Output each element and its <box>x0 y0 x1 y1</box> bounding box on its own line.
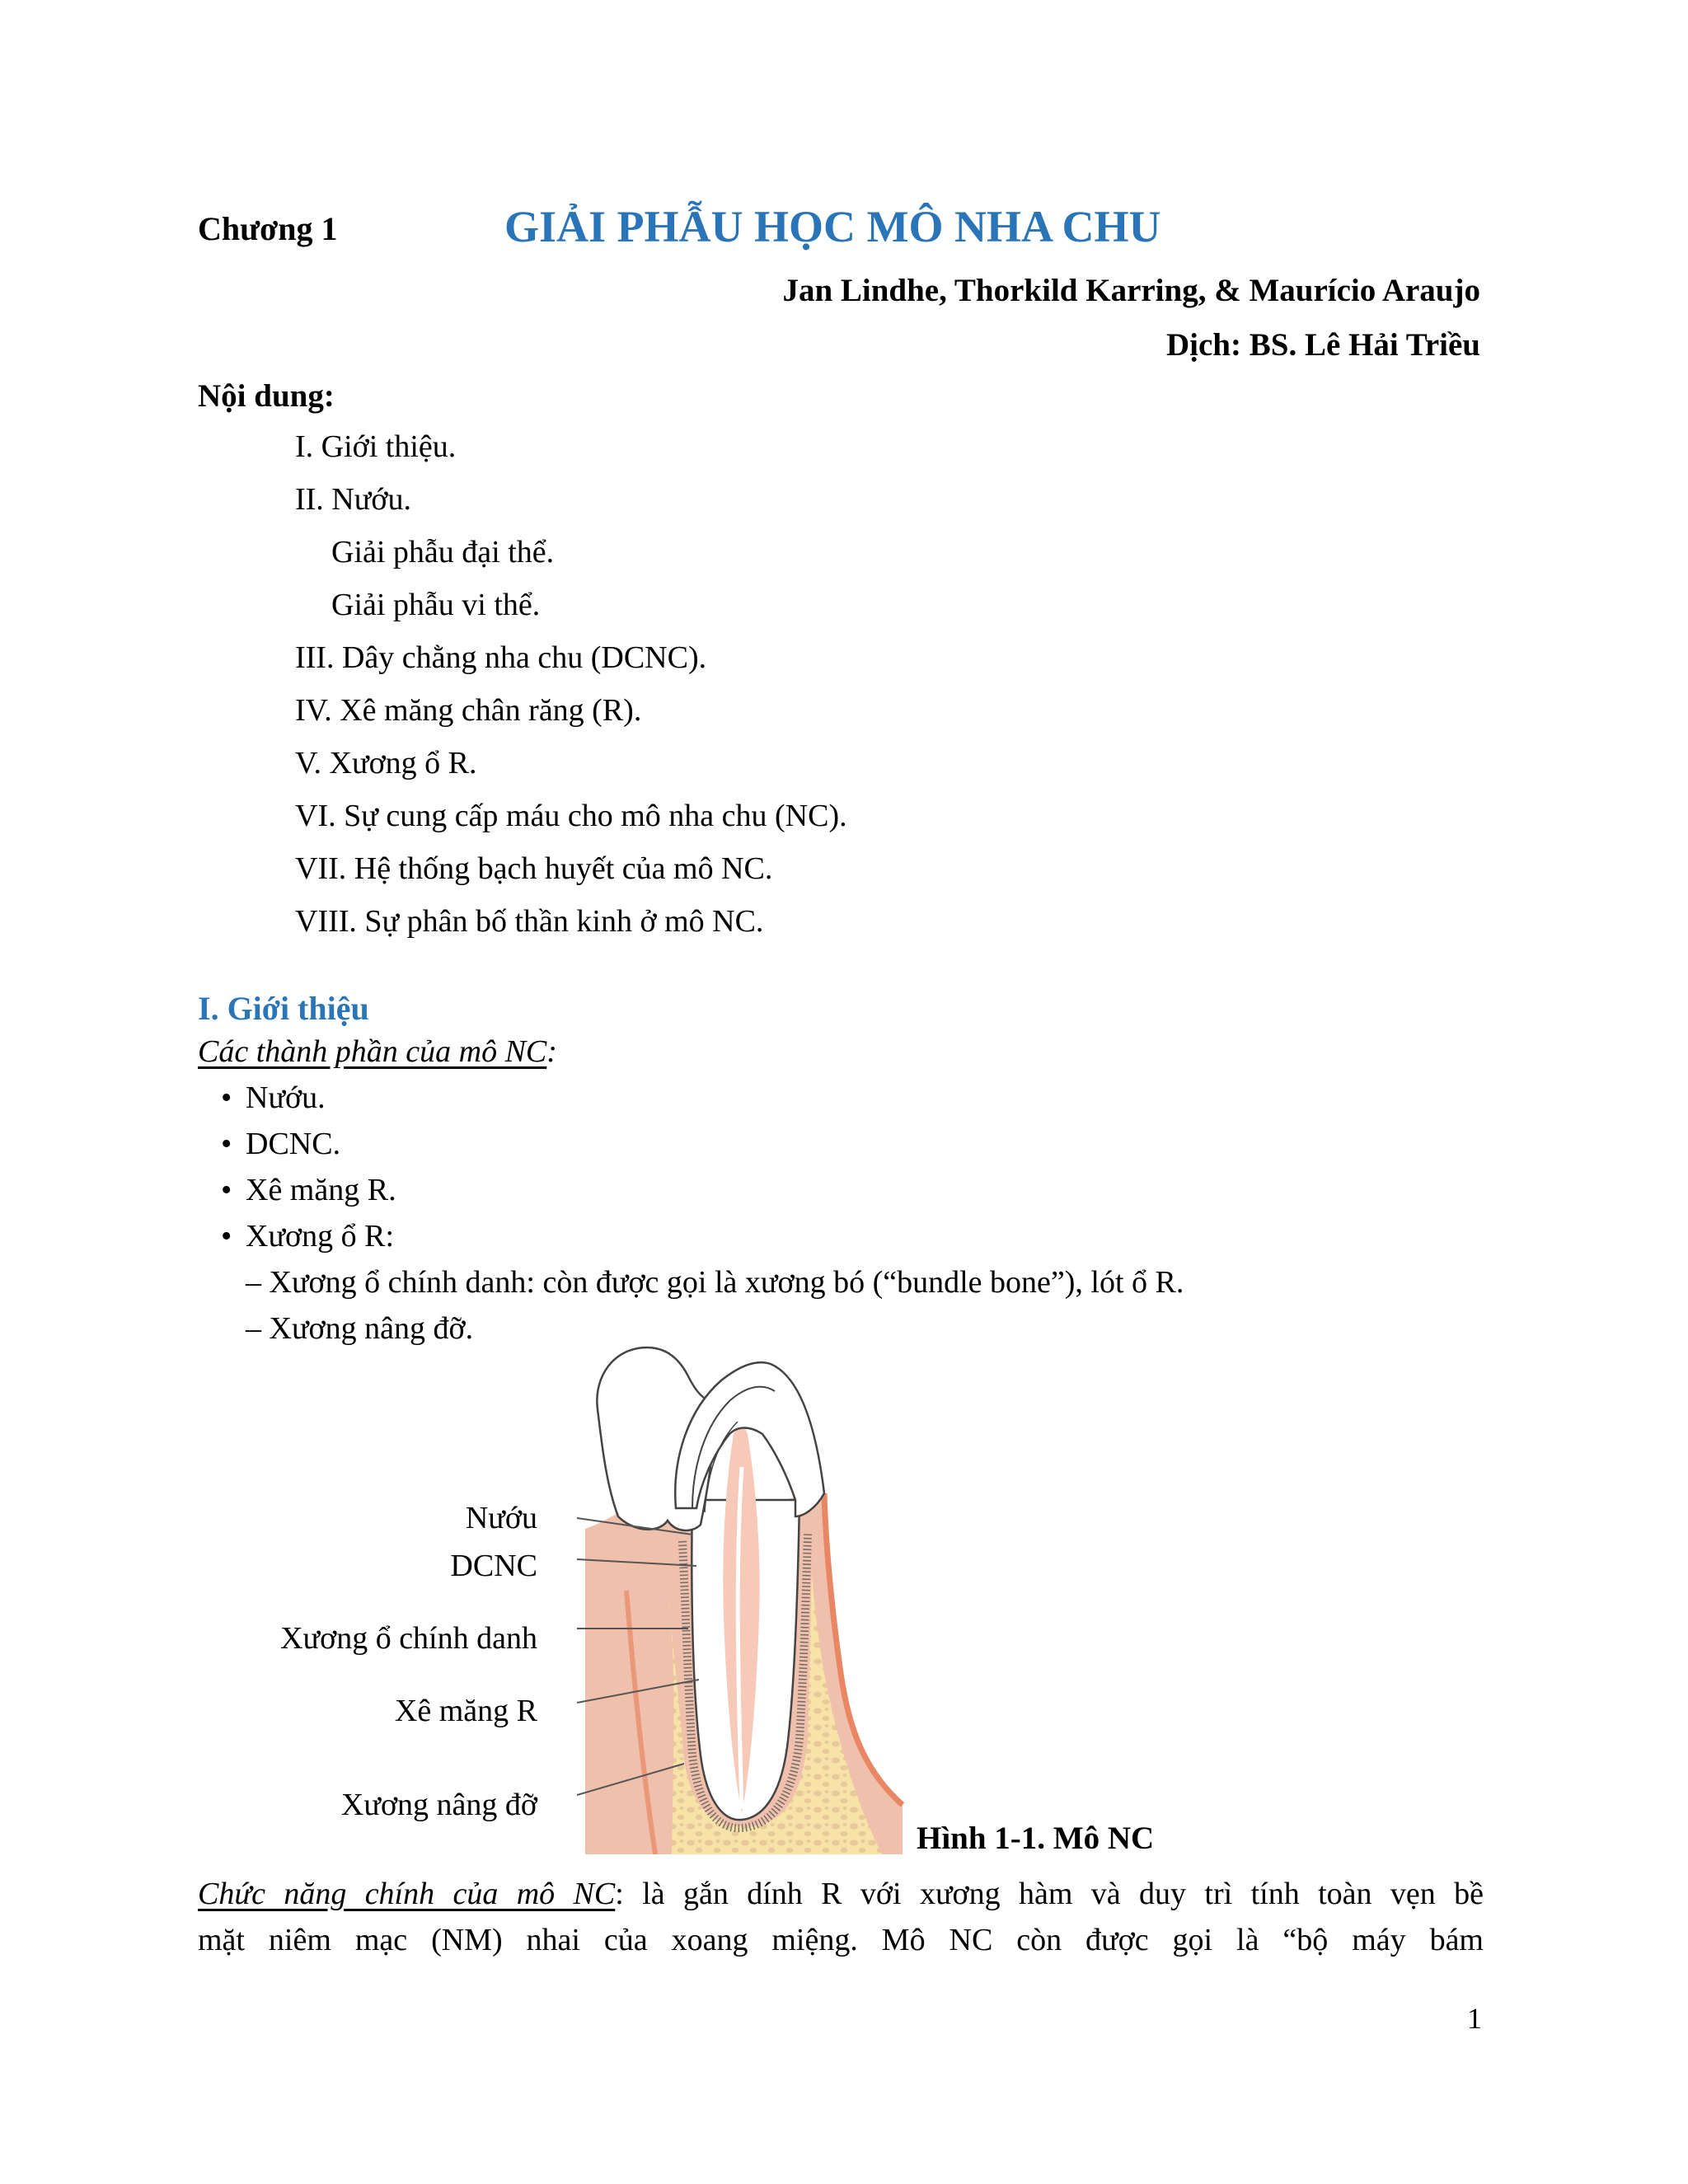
dash-icon: – <box>246 1265 270 1300</box>
toc-subitem: Giải phẫu đại thể. <box>331 535 555 569</box>
toc-item: V. Xương ổ R. <box>295 746 477 780</box>
dash-item <box>246 1264 1184 1301</box>
figure-label-nuou: Nướu <box>465 1501 537 1535</box>
bullet-icon: • <box>221 1127 232 1161</box>
components-label: Các thành phần của mô NC <box>198 1034 547 1069</box>
chapter-label: Chương 1 <box>198 210 338 247</box>
dash-text: Xương nâng đỡ. <box>269 1311 474 1346</box>
bullet-text: Xương ổ R: <box>246 1219 395 1254</box>
bullet-icon: • <box>221 1219 232 1254</box>
bullet-icon: • <box>221 1080 232 1115</box>
dash-text: Xương ổ chính danh: còn được gọi là xương bó (“bundle bone”), lót ổ R. <box>269 1265 1184 1300</box>
figure-caption: Hình 1-1. Mô NC <box>917 1821 1155 1856</box>
toc-heading: Nội dung: <box>198 378 335 414</box>
bullet-text: Xê măng R. <box>246 1173 396 1207</box>
toc-subitem: Giải phẫu vi thể. <box>331 588 541 622</box>
periodontium-illustration <box>577 1343 907 1854</box>
bullet-item <box>221 1126 340 1162</box>
dash-icon: – <box>246 1311 270 1346</box>
bullet-item <box>221 1172 396 1208</box>
figure-label-xuong-o-chinh-danh: Xương ổ chính danh <box>280 1621 537 1656</box>
toc-item: III. Dây chằng nha chu (DCNC). <box>295 640 707 675</box>
figure-label-xuong-nang-do: Xương nâng đỡ <box>340 1788 537 1822</box>
components-colon: : <box>546 1034 557 1069</box>
toc-item: VII. Hệ thống bạch huyết của mô NC. <box>295 851 773 886</box>
chapter-title: GIẢI PHẪU HỌC MÔ NHA CHU <box>504 202 1161 251</box>
page-number: 1 <box>1467 2002 1482 2035</box>
paragraph-line-2: mặt niêm mạc (NM) nhai của xoang miệng. Mô NC còn được gọi là “bộ máy bám <box>198 1923 1484 1957</box>
bullet-item <box>221 1080 326 1116</box>
figure-label-xe-mang: Xê măng R <box>394 1694 537 1728</box>
paragraph-line-1 <box>198 1871 1484 1917</box>
section-heading: I. Giới thiệu <box>198 990 369 1027</box>
paragraph-text: : là gắn dính R với xương hàm và duy trì tính toàn vẹn bề <box>615 1877 1484 1911</box>
bullet-icon: • <box>221 1173 232 1207</box>
toc-item: VI. Sự cung cấp máu cho mô nha chu (NC). <box>295 799 847 833</box>
figure-label-dcnc: DCNC <box>450 1549 537 1583</box>
toc-item: II. Nướu. <box>295 482 411 517</box>
translator: Dịch: BS. Lê Hải Triều <box>1166 327 1480 363</box>
bullet-item <box>221 1218 394 1254</box>
components-heading <box>198 1033 557 1070</box>
bullet-text: DCNC. <box>246 1127 341 1161</box>
toc-item: VIII. Sự phân bố thần kinh ở mô NC. <box>295 904 764 939</box>
toc-item: I. Giới thiệu. <box>295 429 457 464</box>
authors: Jan Lindhe, Thorkild Karring, & Maurício Araujo <box>782 273 1480 308</box>
bullet-text: Nướu. <box>246 1080 326 1115</box>
toc-item: IV. Xê măng chân răng (R). <box>295 693 642 728</box>
dash-item <box>246 1310 473 1347</box>
paragraph-lead: Chức năng chính của mô NC <box>198 1877 616 1911</box>
